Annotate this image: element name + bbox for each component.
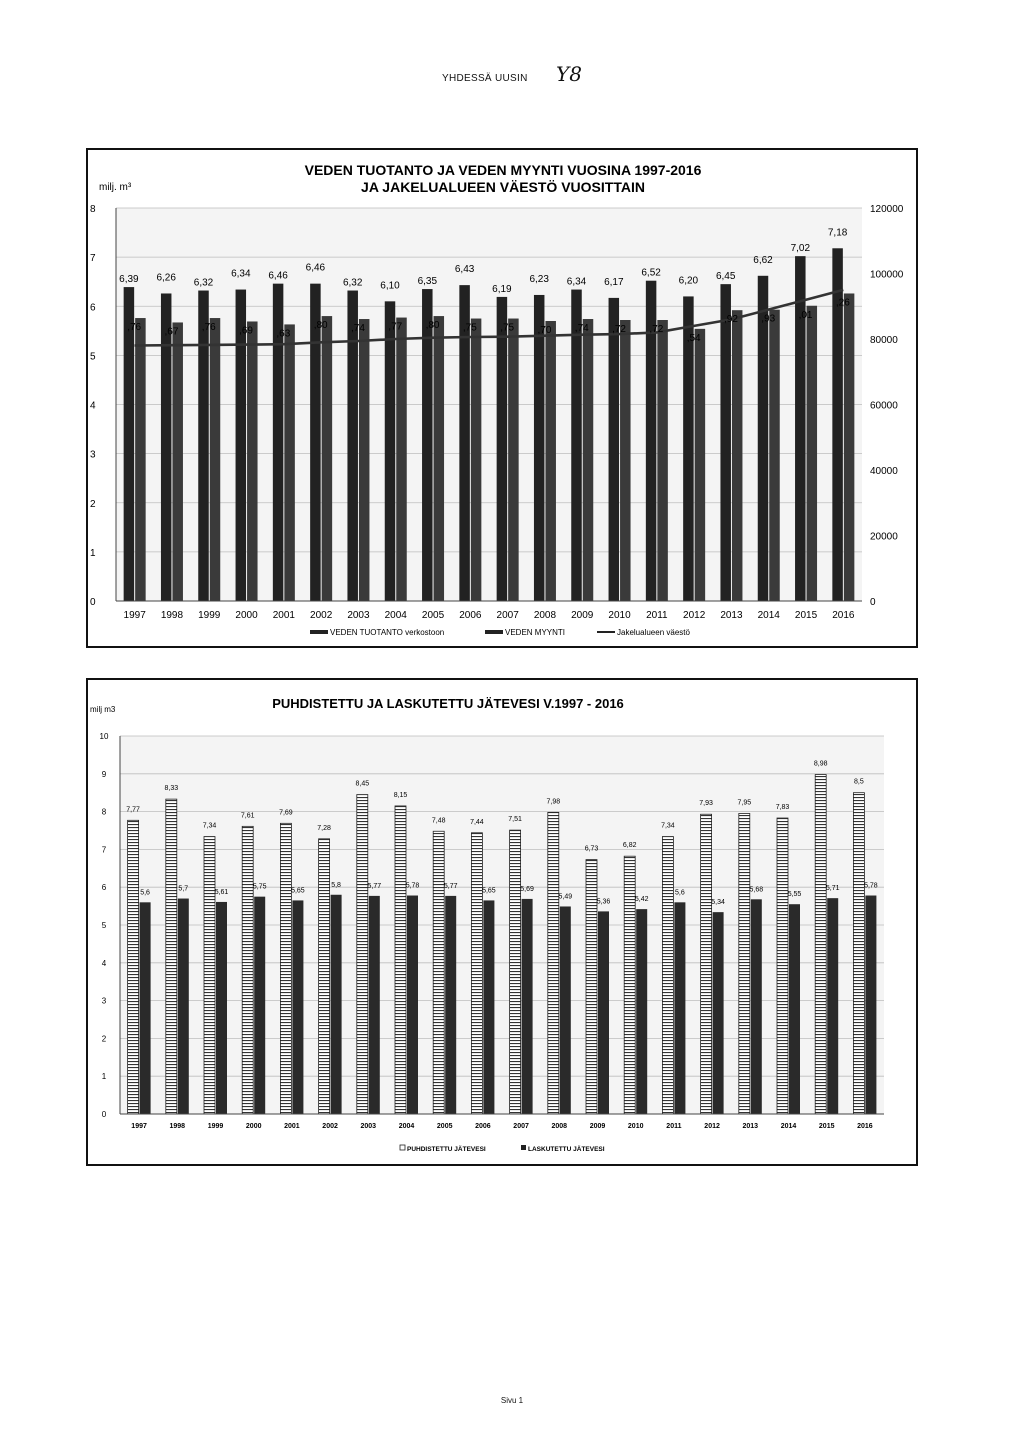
data-label-production: 6,39 [119, 274, 139, 286]
x-tick-label: 2015 [818, 1123, 835, 1130]
x-tick-label: 1998 [169, 1123, 186, 1130]
x-tick-label: 2014 [757, 610, 780, 621]
bar-sales [807, 306, 818, 601]
data-label-billed: 5,77 [443, 882, 458, 890]
data-label-billed: 5,55 [787, 891, 802, 899]
chart-title: PUHDISTETTU JA LASKUTETTU JÄTEVESI V.1997 - 2016 [272, 696, 624, 711]
data-label-production: 6,32 [342, 277, 363, 289]
wastewater-chart-frame [86, 678, 918, 1166]
data-label-billed: 5,75 [252, 883, 267, 891]
bar-purified [242, 826, 253, 1114]
bar-billed [369, 896, 380, 1114]
bar-billed [713, 912, 724, 1114]
data-label-production: 6,52 [641, 267, 661, 279]
data-label-billed: 5,68 [749, 886, 764, 894]
y-tick-label: 4 [101, 958, 107, 968]
bar-purified [128, 820, 139, 1114]
bar-production [534, 295, 545, 601]
data-label-purified: 8,33 [164, 785, 179, 793]
y2-tick-label: 120000 [870, 204, 904, 215]
y-tick-label: 5 [101, 921, 107, 930]
data-label-sales: ,70 [537, 324, 552, 336]
bar-sales [620, 320, 631, 601]
x-tick-label: 2008 [551, 1123, 568, 1130]
y-tick-label: 3 [90, 449, 96, 461]
data-label-billed: 5,65 [482, 887, 496, 895]
x-tick-label: 2001 [272, 610, 295, 621]
bar-sales [657, 320, 668, 601]
bar-sales [471, 319, 482, 601]
data-label-sales: ,74 [350, 323, 365, 335]
chart-subtitle: JA JAKELUALUEEN VÄESTÖ VUOSITTAIN [361, 179, 645, 195]
bar-production [795, 256, 806, 601]
y-tick-label: 2 [90, 498, 96, 510]
wastewater-chart [88, 680, 916, 1164]
data-label-production: 7,18 [827, 227, 848, 239]
legend-item-production: VEDEN TUOTANTO verkostoon [330, 628, 445, 637]
data-label-billed: 5,65 [291, 887, 305, 895]
data-label-purified: 8,45 [355, 780, 370, 788]
bar-billed [560, 906, 571, 1114]
x-tick-label: 2013 [720, 610, 743, 621]
bar-sales [135, 318, 146, 601]
x-tick-label: 2011 [646, 610, 668, 621]
x-tick-label: 2002 [322, 1123, 338, 1130]
data-label-production: 6,46 [305, 262, 326, 274]
y-tick-label: 5 [90, 351, 96, 363]
data-label-production: 6,19 [492, 283, 512, 295]
data-label-purified: 8,98 [813, 760, 828, 768]
y2-tick-label: 20000 [870, 531, 898, 543]
data-label-production: 6,26 [156, 272, 176, 284]
data-label-billed: 5,49 [558, 893, 573, 901]
data-label-purified: 7,61 [240, 812, 255, 820]
bar-sales [434, 316, 445, 601]
data-label-purified: 7,77 [126, 806, 140, 814]
y-tick-label: 3 [101, 996, 107, 1006]
legend-swatch [400, 1145, 405, 1150]
y-axis-label: milj m3 [90, 705, 116, 714]
y-tick-label: 4 [90, 400, 96, 412]
data-label-sales: ,75 [500, 322, 515, 334]
x-tick-label: 2013 [742, 1123, 759, 1130]
data-label-purified: 8,5 [854, 778, 864, 786]
data-label-production: 6,34 [566, 276, 587, 288]
y-tick-label: 6 [90, 302, 96, 314]
bar-production [720, 284, 731, 601]
bar-billed [331, 895, 342, 1114]
bar-billed [178, 899, 189, 1114]
legend-swatch [310, 630, 328, 634]
y-tick-label: 0 [90, 597, 96, 608]
data-label-billed: 5,6 [140, 889, 150, 897]
bar-sales [396, 318, 407, 601]
x-tick-label: 2007 [513, 1123, 529, 1130]
x-tick-label: 2002 [310, 610, 333, 621]
x-tick-label: 2006 [475, 1123, 491, 1130]
bar-sales [359, 319, 370, 601]
bar-billed [483, 900, 494, 1114]
bar-sales [322, 316, 333, 601]
x-tick-label: 2012 [704, 1123, 720, 1130]
y2-tick-label: 40000 [870, 466, 898, 477]
header-text: YHDESSÄ UUSIN [442, 73, 528, 84]
bar-purified [739, 813, 750, 1114]
bar-production [571, 290, 582, 601]
data-label-production: 6,45 [715, 271, 736, 283]
page-header [0, 62, 1024, 86]
bar-production [124, 287, 134, 601]
bar-sales [284, 324, 295, 601]
x-tick-label: 2012 [683, 610, 706, 621]
bar-purified [701, 814, 712, 1114]
bar-billed [674, 902, 685, 1114]
bar-sales [769, 310, 780, 601]
bar-production [385, 301, 396, 601]
bar-billed [827, 898, 838, 1114]
data-label-purified: 7,93 [699, 800, 713, 808]
bar-billed [445, 896, 456, 1114]
bar-sales [545, 321, 556, 601]
handwritten-mark: Y8 [556, 62, 582, 86]
y2-tick-label: 80000 [870, 335, 898, 346]
y-tick-label: 1 [90, 547, 96, 559]
y2-tick-label: 0 [870, 597, 876, 608]
data-label-sales: ,77 [388, 321, 403, 333]
data-label-sales: ,01 [798, 309, 813, 321]
bar-billed [636, 909, 647, 1114]
y-tick-label: 8 [90, 204, 96, 215]
data-label-sales: ,63 [276, 328, 291, 340]
bar-billed [865, 896, 876, 1114]
data-label-purified: 7,28 [317, 824, 331, 832]
data-label-billed: 5,78 [405, 882, 420, 890]
y-tick-label: 2 [101, 1034, 107, 1044]
data-label-billed: 5,7 [178, 885, 189, 893]
bar-sales [583, 319, 594, 601]
data-label-billed: 5,69 [520, 885, 534, 893]
data-label-purified: 7,48 [431, 817, 446, 825]
y-tick-label: 8 [101, 807, 107, 817]
data-label-production: 6,23 [529, 273, 549, 285]
x-tick-label: 2000 [245, 1123, 262, 1130]
data-label-purified: 7,51 [508, 816, 522, 824]
data-label-production: 6,20 [678, 275, 699, 287]
x-tick-label: 2004 [398, 1123, 415, 1130]
y-axis-label: milj. m³ [99, 182, 132, 193]
bar-billed [789, 904, 800, 1114]
bar-production [310, 284, 321, 601]
data-label-sales: ,76 [127, 322, 142, 334]
x-tick-label: 2016 [857, 1123, 873, 1130]
bar-purified [204, 837, 215, 1114]
bar-production [161, 293, 172, 601]
data-label-sales: ,92 [723, 314, 738, 326]
data-label-production: 6,34 [231, 268, 251, 280]
x-tick-label: 1999 [207, 1123, 224, 1130]
x-tick-label: 2016 [832, 610, 855, 621]
bar-purified [815, 775, 826, 1114]
bar-production [497, 297, 508, 601]
bar-billed [254, 897, 265, 1114]
bar-purified [662, 837, 673, 1114]
x-tick-label: 1998 [160, 610, 184, 621]
y-tick-label: 0 [101, 1110, 107, 1119]
x-tick-label: 2015 [794, 610, 818, 621]
data-label-sales: ,67 [164, 326, 179, 338]
data-label-sales: ,69 [239, 325, 254, 337]
data-label-sales: ,80 [425, 320, 440, 332]
bar-billed [598, 911, 609, 1114]
bar-purified [471, 833, 482, 1114]
y2-tick-label: 100000 [870, 269, 904, 281]
bar-billed [751, 899, 762, 1114]
x-tick-label: 2014 [780, 1123, 797, 1130]
data-label-billed: 5,34 [711, 899, 725, 907]
data-label-production: 6,43 [454, 264, 475, 276]
y-tick-label: 7 [101, 845, 107, 855]
x-tick-label: 2001 [284, 1123, 300, 1130]
bar-production [198, 291, 209, 601]
bar-purified [166, 799, 177, 1114]
data-label-billed: 5,42 [634, 896, 649, 904]
x-tick-label: 2008 [533, 610, 557, 621]
data-label-billed: 5,61 [214, 888, 229, 896]
bar-purified [280, 823, 291, 1114]
legend-swatch [485, 630, 503, 634]
bar-purified [586, 860, 597, 1114]
x-tick-label: 2009 [571, 610, 594, 621]
x-tick-label: 2011 [666, 1123, 682, 1130]
x-tick-label: 2005 [436, 1123, 453, 1130]
x-tick-label: 2010 [608, 610, 631, 621]
data-label-sales: ,72 [649, 324, 664, 336]
bar-billed [216, 902, 227, 1114]
x-tick-label: 1997 [131, 1123, 147, 1130]
x-tick-label: 2007 [496, 610, 519, 621]
data-label-sales: ,93 [761, 313, 776, 325]
bar-billed [407, 896, 418, 1114]
legend-item-sales: VEDEN MYYNTI [505, 628, 566, 637]
y-tick-label: 9 [101, 769, 107, 779]
bar-production [422, 289, 433, 601]
data-label-billed: 5,8 [331, 881, 341, 889]
data-label-production: 6,17 [604, 276, 624, 288]
data-label-production: 6,10 [380, 280, 400, 292]
bar-purified [319, 839, 330, 1114]
bar-sales [844, 293, 855, 601]
bar-purified [510, 830, 521, 1114]
data-label-purified: 7,95 [737, 799, 752, 807]
data-label-production: 6,46 [268, 270, 288, 282]
data-label-sales: ,80 [313, 320, 328, 332]
bar-sales [172, 322, 183, 601]
bar-sales [695, 329, 706, 601]
data-label-purified: 7,44 [470, 818, 484, 826]
water-production-chart [88, 150, 916, 646]
x-tick-label: 2010 [627, 1123, 644, 1130]
data-label-billed: 5,71 [825, 885, 840, 893]
bar-sales [732, 310, 743, 601]
data-label-billed: 5,36 [596, 898, 611, 906]
y-tick-label: 6 [101, 883, 107, 893]
bar-production [347, 291, 358, 601]
bar-purified [433, 831, 444, 1114]
legend-item-purified: PUHDISTETTU JÄTEVESI [407, 1146, 486, 1153]
x-tick-label: 2000 [235, 610, 258, 621]
bar-purified [357, 795, 368, 1114]
data-label-purified: 7,34 [661, 822, 675, 830]
bar-billed [140, 902, 151, 1114]
water-chart-frame [86, 148, 918, 648]
bar-billed [522, 899, 533, 1114]
bar-sales [210, 318, 221, 601]
data-label-purified: 6,73 [584, 845, 599, 853]
data-label-production: 6,32 [193, 277, 214, 289]
x-tick-label: 2004 [384, 610, 407, 621]
data-label-purified: 7,98 [546, 798, 561, 806]
data-label-production: 7,02 [790, 243, 811, 255]
y-tick-label: 10 [99, 732, 109, 741]
x-tick-label: 2009 [589, 1123, 606, 1130]
data-label-sales: ,74 [574, 323, 589, 335]
bar-purified [853, 793, 864, 1114]
x-tick-label: 2006 [459, 610, 482, 621]
y-tick-label: 1 [101, 1072, 107, 1082]
data-label-production: 6,62 [753, 254, 773, 266]
data-label-purified: 7,34 [202, 822, 217, 830]
x-tick-label: 1999 [198, 610, 221, 621]
x-tick-label: 2005 [421, 610, 445, 621]
data-label-sales: ,76 [201, 322, 216, 334]
bar-purified [777, 818, 788, 1114]
data-label-sales: ,72 [612, 324, 627, 336]
bar-purified [624, 856, 635, 1114]
legend-item-population: Jakelualueen väestö [617, 628, 690, 637]
bar-billed [292, 900, 303, 1114]
data-label-billed: 5,6 [675, 889, 685, 897]
data-label-sales: ,26 [835, 297, 850, 309]
x-tick-label: 2003 [347, 610, 370, 621]
bar-sales [247, 321, 257, 601]
legend-swatch [521, 1145, 526, 1150]
data-label-billed: 5,77 [367, 882, 382, 890]
x-tick-label: 1997 [123, 610, 146, 621]
page-footer: Sivu 1 [500, 1396, 524, 1405]
bar-purified [395, 806, 406, 1114]
data-label-production: 6,35 [417, 276, 438, 288]
data-label-purified: 8,15 [393, 791, 408, 799]
bar-sales [508, 319, 519, 601]
data-label-purified: 6,82 [622, 842, 637, 850]
data-label-purified: 7,83 [775, 804, 790, 812]
legend-item-billed: LASKUTETTU JÄTEVESI [528, 1146, 605, 1153]
data-label-sales: ,75 [462, 322, 477, 334]
y-tick-label: 7 [90, 253, 96, 265]
bar-production [609, 298, 620, 601]
data-label-billed: 5,78 [864, 882, 878, 890]
bar-purified [548, 812, 559, 1114]
x-tick-label: 2003 [360, 1123, 377, 1130]
chart-title: VEDEN TUOTANTO JA VEDEN MYYNTI VUOSINA 1997-2016 [304, 162, 702, 178]
data-label-sales: ,54 [686, 332, 701, 344]
data-label-purified: 7,69 [279, 809, 293, 817]
y2-tick-label: 60000 [870, 400, 898, 412]
